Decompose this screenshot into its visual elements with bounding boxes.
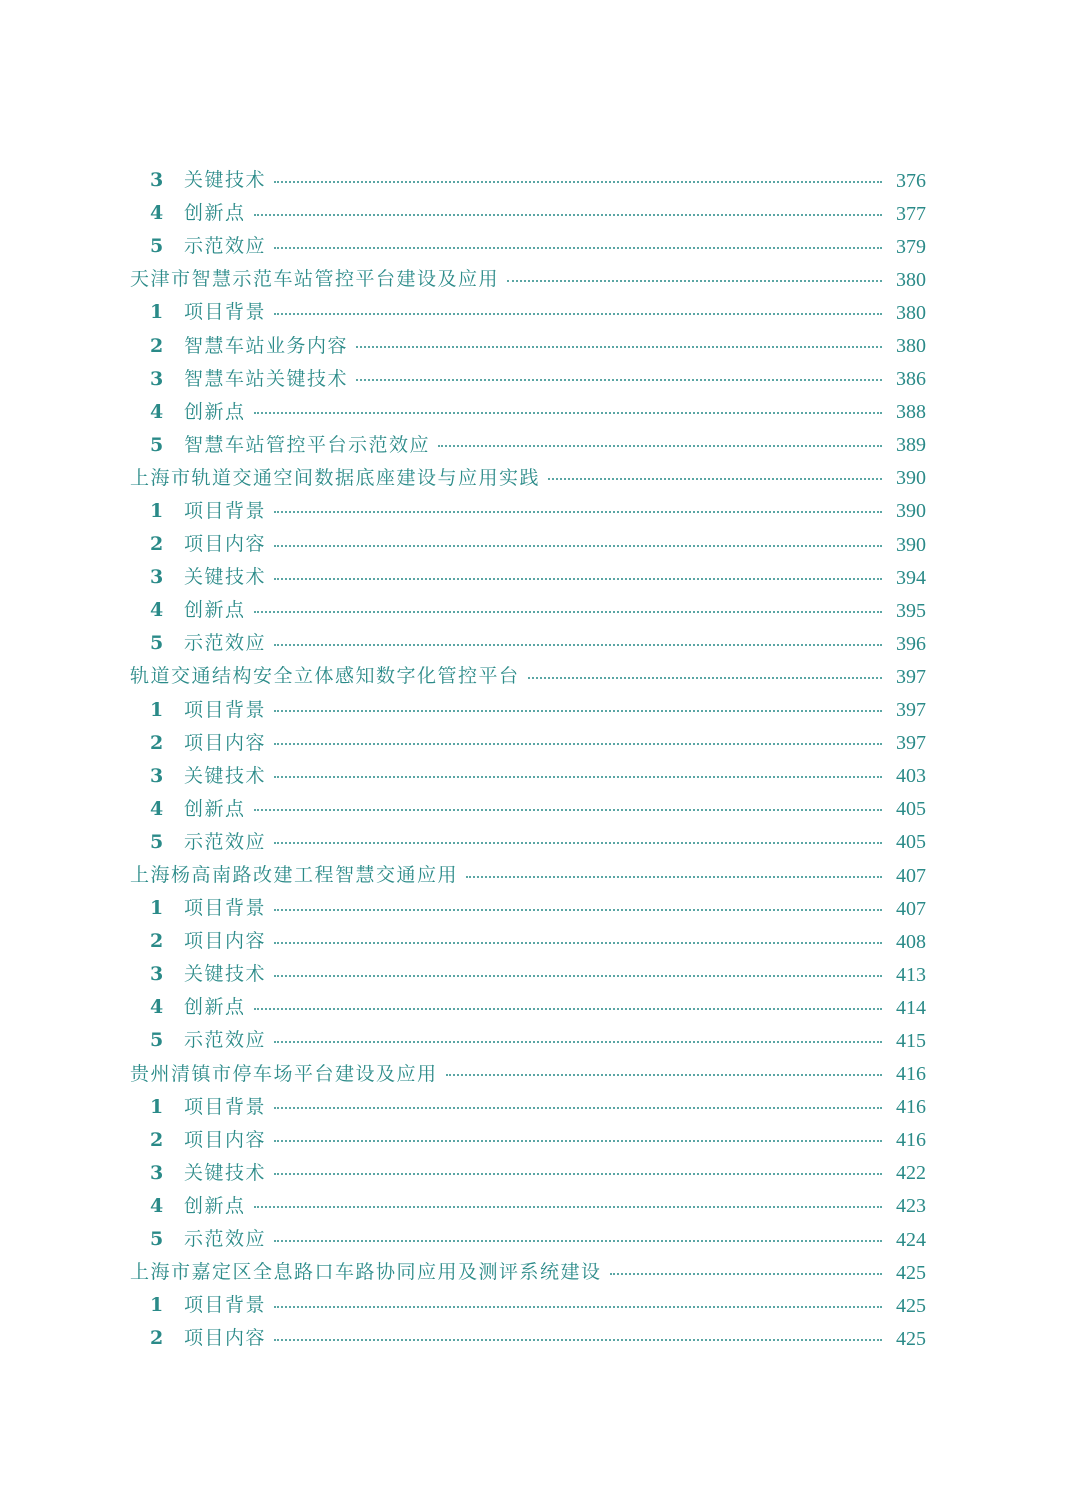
toc-entry-number: 1 — [150, 897, 164, 920]
toc-entry-number: 2 — [150, 334, 164, 357]
dot-leader — [548, 478, 882, 480]
toc-page-number: 377 — [896, 202, 926, 225]
toc-section-entry[interactable] — [0, 1256, 1080, 1289]
toc-entry-title: 智慧车站业务内容 — [184, 334, 349, 357]
toc-subsection-entry[interactable] — [0, 164, 1080, 197]
toc-entry-title: 创新点 — [184, 202, 246, 225]
toc-entry-number: 2 — [150, 1128, 164, 1151]
toc-entry-title: 创新点 — [184, 1194, 246, 1217]
toc-entry-number: 4 — [150, 797, 164, 820]
dot-leader — [274, 181, 882, 183]
toc-entry-number: 4 — [150, 202, 164, 225]
toc-page-number: 425 — [896, 1327, 926, 1350]
toc-entry-number: 1 — [150, 301, 164, 324]
toc-page-number: 397 — [896, 665, 926, 688]
toc-entry-number: 3 — [150, 963, 164, 986]
toc-entry-number: 2 — [150, 1327, 164, 1350]
toc-page-number: 397 — [896, 699, 926, 722]
toc-entry-number: 1 — [150, 1294, 164, 1317]
toc-subsection-entry[interactable] — [0, 230, 1080, 263]
toc-entry-title: 项目背景 — [184, 698, 267, 721]
dot-leader — [446, 1074, 882, 1076]
toc-page-number: 388 — [896, 401, 926, 424]
toc-entry-title: 创新点 — [184, 599, 246, 622]
dot-leader — [254, 1206, 882, 1208]
toc-subsection-entry[interactable] — [0, 1157, 1080, 1190]
toc-subsection-entry[interactable] — [0, 727, 1080, 760]
toc-subsection-entry[interactable] — [0, 495, 1080, 528]
toc-entry-title: 上海市轨道交通空间数据底座建设与应用实践 — [130, 466, 541, 489]
toc-page-number: 416 — [896, 1063, 926, 1086]
toc-entry-title: 关键技术 — [184, 566, 267, 589]
toc-entry-title: 示范效应 — [184, 830, 267, 853]
toc-page-number: 380 — [896, 301, 926, 324]
toc-subsection-entry[interactable] — [0, 561, 1080, 594]
toc-subsection-entry[interactable] — [0, 1124, 1080, 1157]
toc-entry-number: 3 — [150, 566, 164, 589]
dot-leader — [274, 1107, 882, 1109]
toc-entry-title: 项目内容 — [184, 731, 267, 754]
toc-entry-number: 5 — [150, 830, 164, 853]
toc-page-number: 415 — [896, 1029, 926, 1052]
dot-leader — [274, 247, 882, 249]
dot-leader — [356, 379, 882, 381]
toc-entry-title: 贵州清镇市停车场平台建设及应用 — [130, 1062, 438, 1085]
dot-leader — [274, 1173, 882, 1175]
dot-leader — [254, 412, 882, 414]
dot-leader — [274, 942, 882, 944]
toc-page-number: 380 — [896, 268, 926, 291]
toc-entry-number: 2 — [150, 533, 164, 556]
dot-leader — [507, 280, 882, 282]
toc-entry-title: 项目内容 — [184, 1327, 267, 1350]
toc-subsection-entry[interactable] — [0, 627, 1080, 660]
dot-leader — [274, 313, 882, 315]
dot-leader — [274, 743, 882, 745]
toc-entry-title: 项目内容 — [184, 1128, 267, 1151]
toc-page-number: 379 — [896, 235, 926, 258]
toc-page-number: 403 — [896, 765, 926, 788]
dot-leader — [274, 1041, 882, 1043]
toc-page-number: 405 — [896, 798, 926, 821]
toc-subsection-entry[interactable] — [0, 1289, 1080, 1322]
toc-page-number: 390 — [896, 500, 926, 523]
dot-leader — [356, 346, 882, 348]
toc-section-entry[interactable] — [0, 263, 1080, 296]
toc-subsection-entry[interactable] — [0, 1091, 1080, 1124]
toc-subsection-entry[interactable] — [0, 1223, 1080, 1256]
dot-leader — [274, 644, 882, 646]
toc-subsection-entry[interactable] — [0, 892, 1080, 925]
toc-page-number: 376 — [896, 169, 926, 192]
toc-entry-title: 项目内容 — [184, 533, 267, 556]
dot-leader — [528, 677, 882, 679]
dot-leader — [274, 511, 882, 513]
toc-page-number: 408 — [896, 930, 926, 953]
toc-entry-number: 5 — [150, 1228, 164, 1251]
toc-subsection-entry[interactable] — [0, 594, 1080, 627]
toc-entry-number: 4 — [150, 400, 164, 423]
toc-subsection-entry[interactable] — [0, 826, 1080, 859]
toc-entry-number: 1 — [150, 698, 164, 721]
toc-page-number: 425 — [896, 1261, 926, 1284]
dot-leader — [274, 710, 882, 712]
dot-leader — [438, 445, 882, 447]
dot-leader — [274, 545, 882, 547]
dot-leader — [274, 776, 882, 778]
toc-subsection-entry[interactable] — [0, 958, 1080, 991]
dot-leader — [254, 214, 882, 216]
toc-entry-number: 5 — [150, 433, 164, 456]
toc-page-number: 422 — [896, 1162, 926, 1185]
dot-leader — [274, 1339, 882, 1341]
dot-leader — [254, 1008, 882, 1010]
toc-entry-number: 3 — [150, 367, 164, 390]
toc-subsection-entry[interactable] — [0, 1322, 1080, 1355]
toc-entry-number: 1 — [150, 1095, 164, 1118]
dot-leader — [254, 611, 882, 613]
toc-entry-title: 创新点 — [184, 797, 246, 820]
toc-entry-title: 示范效应 — [184, 632, 267, 655]
toc-entry-title: 智慧车站管控平台示范效应 — [184, 433, 431, 456]
toc-entry-title: 关键技术 — [184, 764, 267, 787]
toc-subsection-entry[interactable] — [0, 197, 1080, 230]
toc-entry-title: 项目背景 — [184, 1095, 267, 1118]
toc-entry-title: 创新点 — [184, 400, 246, 423]
toc-page-number: 407 — [896, 864, 926, 887]
toc-page-number: 423 — [896, 1195, 926, 1218]
toc-page-number: 425 — [896, 1294, 926, 1317]
toc-entry-number: 5 — [150, 235, 164, 258]
toc-page-number: 390 — [896, 467, 926, 490]
toc-entry-title: 天津市智慧示范车站管控平台建设及应用 — [130, 268, 500, 291]
toc-entry-title: 上海杨高南路改建工程智慧交通应用 — [130, 864, 459, 887]
table-of-contents — [0, 164, 1080, 1355]
dot-leader — [274, 975, 882, 977]
toc-page-number: 390 — [896, 533, 926, 556]
dot-leader — [466, 876, 882, 878]
toc-subsection-entry[interactable] — [0, 991, 1080, 1024]
toc-subsection-entry[interactable] — [0, 793, 1080, 826]
toc-page-number: 380 — [896, 335, 926, 358]
toc-entry-title: 轨道交通结构安全立体感知数字化管控平台 — [130, 665, 520, 688]
dot-leader — [610, 1273, 882, 1275]
toc-entry-title: 关键技术 — [184, 963, 267, 986]
toc-page-number: 389 — [896, 434, 926, 457]
toc-entry-number: 4 — [150, 996, 164, 1019]
toc-page-number: 424 — [896, 1228, 926, 1251]
toc-page-number: 386 — [896, 368, 926, 391]
toc-entry-number: 1 — [150, 499, 164, 522]
toc-entry-title: 项目背景 — [184, 499, 267, 522]
toc-entry-number: 4 — [150, 599, 164, 622]
dot-leader — [274, 578, 882, 580]
toc-entry-title: 上海市嘉定区全息路口车路协同应用及测评系统建设 — [130, 1261, 602, 1284]
toc-subsection-entry[interactable] — [0, 429, 1080, 462]
toc-section-entry[interactable] — [0, 859, 1080, 892]
toc-entry-number: 3 — [150, 1161, 164, 1184]
dot-leader — [274, 842, 882, 844]
toc-entry-number: 3 — [150, 169, 164, 192]
toc-entry-title: 智慧车站关键技术 — [184, 367, 349, 390]
toc-page-number: 416 — [896, 1129, 926, 1152]
toc-entry-title: 示范效应 — [184, 1029, 267, 1052]
dot-leader — [274, 909, 882, 911]
toc-entry-title: 示范效应 — [184, 235, 267, 258]
toc-entry-title: 关键技术 — [184, 1161, 267, 1184]
toc-entry-title: 创新点 — [184, 996, 246, 1019]
toc-page-number: 413 — [896, 963, 926, 986]
toc-subsection-entry[interactable] — [0, 528, 1080, 561]
toc-section-entry[interactable] — [0, 660, 1080, 693]
toc-page-number: 414 — [896, 996, 926, 1019]
toc-entry-title: 项目背景 — [184, 1294, 267, 1317]
toc-section-entry[interactable] — [0, 462, 1080, 495]
toc-page-number: 416 — [896, 1096, 926, 1119]
toc-section-entry[interactable] — [0, 1058, 1080, 1091]
dot-leader — [254, 809, 882, 811]
dot-leader — [274, 1140, 882, 1142]
toc-page-number: 396 — [896, 632, 926, 655]
dot-leader — [274, 1306, 882, 1308]
toc-subsection-entry[interactable] — [0, 760, 1080, 793]
toc-entry-title: 示范效应 — [184, 1228, 267, 1251]
toc-entry-title: 关键技术 — [184, 169, 267, 192]
toc-entry-number: 4 — [150, 1194, 164, 1217]
toc-entry-title: 项目内容 — [184, 930, 267, 953]
toc-subsection-entry[interactable] — [0, 396, 1080, 429]
toc-entry-number: 5 — [150, 632, 164, 655]
toc-page-number: 407 — [896, 897, 926, 920]
dot-leader — [274, 1240, 882, 1242]
toc-page-number: 395 — [896, 599, 926, 622]
toc-subsection-entry[interactable] — [0, 1024, 1080, 1057]
toc-subsection-entry[interactable] — [0, 1190, 1080, 1223]
toc-page-number: 397 — [896, 732, 926, 755]
toc-entry-number: 2 — [150, 930, 164, 953]
toc-entry-title: 项目背景 — [184, 897, 267, 920]
toc-subsection-entry[interactable] — [0, 363, 1080, 396]
toc-entry-number: 3 — [150, 764, 164, 787]
toc-page-number: 405 — [896, 831, 926, 854]
toc-entry-number: 2 — [150, 731, 164, 754]
toc-subsection-entry[interactable] — [0, 329, 1080, 362]
toc-subsection-entry[interactable] — [0, 694, 1080, 727]
toc-subsection-entry[interactable] — [0, 925, 1080, 958]
toc-subsection-entry[interactable] — [0, 296, 1080, 329]
toc-page-number: 394 — [896, 566, 926, 589]
toc-entry-title: 项目背景 — [184, 301, 267, 324]
toc-entry-number: 5 — [150, 1029, 164, 1052]
